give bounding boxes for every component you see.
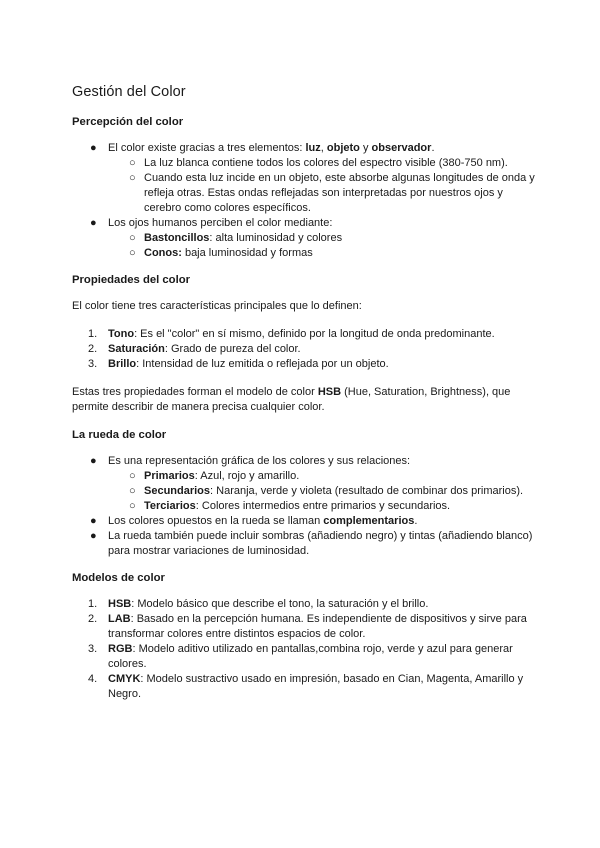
numbered-item-text: : Intensidad de luz emitida o reflejada por un objeto. [136,358,389,370]
term-conos: Conos: [144,247,182,259]
term-hsb-model: HSB [108,598,132,610]
sub-list-item-text: : Colores intermedios entre primarios y secundarios. [195,500,451,512]
numbered-item-text: : Es el "color" en sí mismo, definido por la longitud de onda predominante. [134,328,495,340]
list-item-text: La rueda también puede incluir sombras (añadiendo negro) y tintas (añadiendo blanco) para mostrar variaciones de luminosidad. [108,530,533,557]
list-item-text: Los ojos humanos perciben el color mediante: [108,217,333,229]
list-item-text: Los colores opuestos en la rueda se llaman [108,515,324,527]
term-secundarios: Secundarios [144,485,211,497]
numbered-item [72,342,542,357]
percepcion-list [72,141,542,261]
numbered-item-text: : Modelo básico que describe el tono, la saturación y el brillo. [131,598,429,610]
term-saturacion: Saturación [108,343,165,355]
hollow-bullet-icon: ○ [129,172,136,184]
sub-list-item-text: Cuando esta luz incide en un objeto, este absorbe algunas longitudes de onda y refleja otras. Estas ondas reflejadas son interpretadas por nuestros ojos y cerebro como colores específicos. [144,172,535,214]
sub-list-item [72,499,542,514]
hollow-bullet-icon: ○ [129,157,136,169]
term-complementarios: complementarios [323,515,415,527]
numbered-item [72,597,542,612]
numbered-item-text: : Basado en la percepción humana. Es independiente de dispositivos y sirve para transformar colores entre distintos espacios de color. [108,613,527,640]
numbered-item-text: : Modelo aditivo utilizado en pantallas,combina rojo, verde y azul para generar colores. [108,643,513,670]
hollow-bullet-icon: ○ [129,247,136,259]
term-tono: Tono [108,328,135,340]
rueda-list [72,454,542,559]
section-heading-propiedades: Propiedades del color [72,274,191,286]
list-item [72,454,542,469]
term-objeto: objeto [326,142,360,154]
term-rgb-model: RGB [108,643,133,655]
list-item-text: y [359,142,372,154]
sub-list-item-text: : Azul, rojo y amarillo. [194,470,300,482]
numbered-item-text: : Modelo sustractivo usado en impresión, basado en Cian, Magenta, Amarillo y Negro. [108,673,524,700]
numbered-item [72,612,542,642]
sub-list-item [72,231,542,246]
term-brillo: Brillo [108,358,137,370]
hollow-bullet-icon: ○ [129,485,136,497]
item-number: 4. [88,673,98,685]
bullet-icon: ● [90,530,97,542]
sub-list-item [72,246,542,261]
term-observador: observador [371,142,432,154]
item-number: 3. [88,643,98,655]
item-number: 1. [88,328,98,340]
term-primarios: Primarios [144,470,195,482]
bullet-icon: ● [90,142,97,154]
sub-list-item [72,171,542,216]
section-heading-modelos: Modelos de color [72,572,165,584]
bullet-icon: ● [90,455,97,467]
hollow-bullet-icon: ○ [129,470,136,482]
term-bastoncillos: Bastoncillos [144,232,210,244]
document-title: Gestión del Color [72,84,186,100]
sub-list-item [72,469,542,484]
list-item [72,216,542,231]
term-luz: luz [305,142,321,154]
sub-list-item-text: : Naranja, verde y violeta (resultado de combinar dos primarios). [210,485,524,497]
section-heading-rueda: La rueda de color [72,429,167,441]
list-item [72,141,542,156]
numbered-item [72,642,542,672]
outro-text: (Hue, Saturation, Brightness), que permite describir de manera precisa cualquier color. [72,386,511,413]
list-item-text: El color existe gracias a tres elementos: [108,142,306,154]
list-item-text: . [414,515,418,527]
numbered-item [72,327,542,342]
propiedades-outro [72,385,542,415]
hollow-bullet-icon: ○ [129,232,136,244]
term-lab-model: LAB [108,613,131,625]
sub-list-item [72,156,542,171]
numbered-item [72,672,542,702]
sub-list-item [72,484,542,499]
sub-list-item-text: baja luminosidad y formas [181,247,313,259]
term-terciarios: Terciarios [144,500,196,512]
item-number: 2. [88,343,98,355]
item-number: 1. [88,598,98,610]
term-hsb: HSB [317,386,342,398]
list-item-text: Es una representación gráfica de los colores y sus relaciones: [108,455,411,467]
item-number: 2. [88,613,98,625]
bullet-icon: ● [90,515,97,527]
bullet-icon: ● [90,217,97,229]
numbered-item [72,357,542,372]
numbered-item-text: : Grado de pureza del color. [164,343,301,355]
hollow-bullet-icon: ○ [129,500,136,512]
list-item [72,529,542,559]
section-heading-percepcion: Percepción del color [72,116,184,128]
propiedades-intro: El color tiene tres características principales que lo definen: [72,300,362,312]
outro-text: Estas tres propiedades forman el modelo de color [72,386,318,398]
term-cmyk-model: CMYK [108,673,141,685]
document-page [72,84,542,715]
list-item-text: . [431,142,435,154]
list-item-text: , [320,142,327,154]
modelos-list [72,597,542,702]
list-item [72,514,542,529]
propiedades-list [72,327,542,372]
item-number: 3. [88,358,98,370]
sub-list-item-text: : alta luminosidad y colores [209,232,343,244]
sub-list-item-text: La luz blanca contiene todos los colores del espectro visible (380-750 nm). [144,157,508,169]
